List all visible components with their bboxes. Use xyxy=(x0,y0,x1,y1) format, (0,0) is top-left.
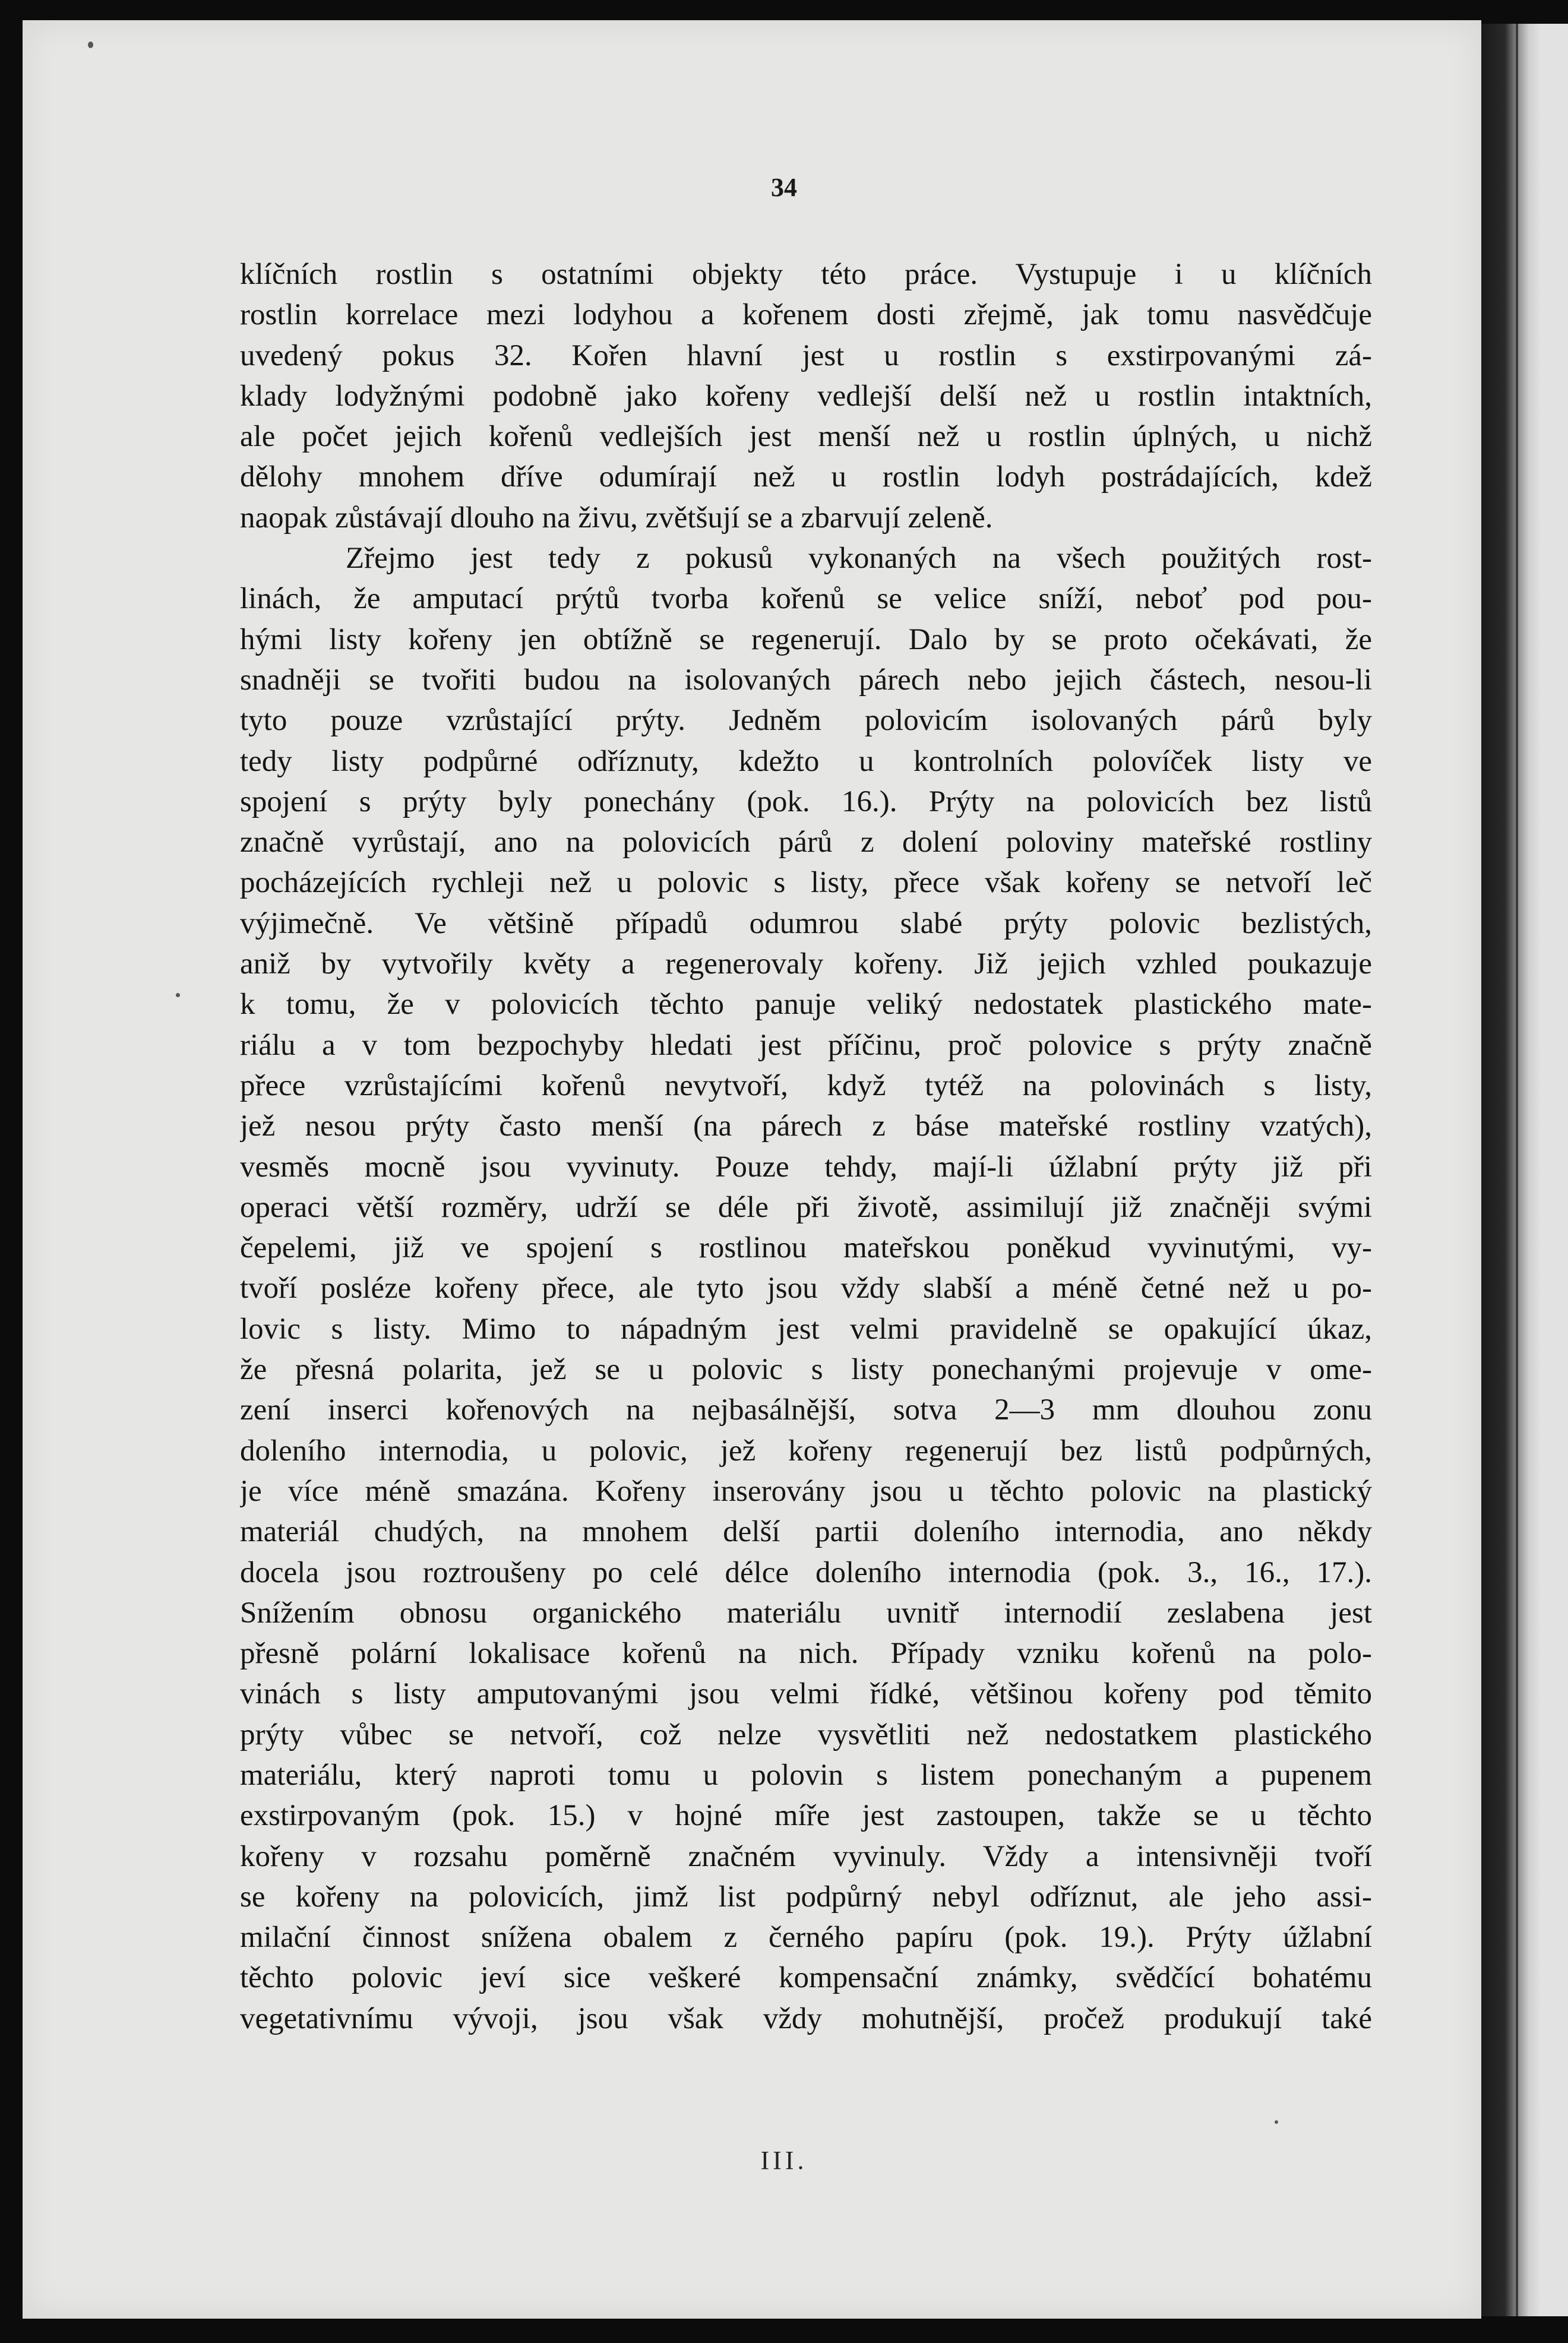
text-line: pocházejících rychleji než u polovic s listy, přece však kořeny se netvoří leč xyxy=(240,866,1372,900)
text-line: značně vyrůstají, ano na polovicích párů z dolení poloviny mateřské rostliny xyxy=(240,826,1372,859)
text-line: linách, že amputací prýtů tvorba kořenů se velice sníží, neboť pod pou- xyxy=(240,582,1372,616)
text-line: spojení s prýty byly ponechány (pok. 16.). Prýty na polovicích bez listů xyxy=(240,785,1372,818)
body-text xyxy=(240,254,1372,2039)
text-line: kořeny v rozsahu poměrně značném vyvinuly. Vždy a intensivněji tvoří xyxy=(240,1839,1372,1873)
text-line: uvedený pokus 32. Kořen hlavní jest u rostlin s exstirpovanými zá- xyxy=(240,339,1372,372)
text-line: operaci větší rozměry, udrží se déle při životě, assimilují již značněji svými xyxy=(240,1190,1372,1224)
dust-speck xyxy=(1275,2120,1278,2124)
text-line: exstirpovaným (pok. 15.) v hojné míře jest zastoupen, takže se u těchto xyxy=(240,1799,1372,1833)
text-line: přece vzrůstajícími kořenů nevytvoří, když tytéž na polovinách s listy, xyxy=(240,1068,1372,1102)
text-line: snadněji se tvořiti budou na isolovaných párech nebo jejich částech, nesou-li xyxy=(240,663,1372,697)
dust-speck xyxy=(88,42,93,48)
binding-stripe xyxy=(1516,24,1518,2316)
text-line: tvoří posléze kořeny přece, ale tyto jsou vždy slabší a méně četné než u po- xyxy=(240,1272,1372,1305)
text-line: Snížením obnosu organického materiálu uvnitř internodií zeslabena jest xyxy=(240,1596,1372,1630)
text-line: k tomu, že v polovicích těchto panuje veliký nedostatek plastického mate- xyxy=(240,988,1372,1022)
text-line: docela jsou roztroušeny po celé délce doleního internodia (pok. 3., 16., 17.). xyxy=(240,1555,1372,1589)
text-line: rostlin korrelace mezi lodyhou a kořenem dosti zřejmě, jak tomu nasvědčuje xyxy=(240,298,1372,332)
book-binding-edge xyxy=(1481,24,1568,2316)
text-line: jež nesou prýty často menší (na párech z báse mateřské rostliny vzatých), xyxy=(240,1109,1372,1143)
text-line: že přesná polarita, jež se u polovic s listy ponechanými projevuje v ome- xyxy=(240,1353,1372,1387)
text-line: klíčních rostlin s ostatními objekty této práce. Vystupuje i u klíčních xyxy=(240,258,1372,291)
printer-signature: III. xyxy=(760,2146,808,2175)
text-line: aniž by vytvořily květy a regenerovaly kořeny. Již jejich vzhled poukazuje xyxy=(240,947,1372,981)
text-line: se kořeny na polovicích, jimž list podpůrný nebyl odříznut, ale jeho assi- xyxy=(240,1880,1372,1914)
text-line: ale počet jejich kořenů vedlejších jest menší než u rostlin úplných, u nichž xyxy=(240,420,1372,454)
text-line: riálu a v tom bezpochyby hledati jest příčinu, proč polovice s prýty značně xyxy=(240,1028,1372,1062)
text-line: čepelemi, již ve spojení s rostlinou mateřskou poněkud vyvinutými, vy- xyxy=(240,1231,1372,1265)
text-line: tedy listy podpůrné odříznuty, kdežto u kontrolních polovíček listy ve xyxy=(240,744,1372,778)
text-line: těchto polovic jeví sice veškeré kompensační známky, svědčící bohatému xyxy=(240,1961,1372,1995)
text-line: zení inserci kořenových na nejbasálnější, sotva 2—3 mm dlouhou zonu xyxy=(240,1393,1372,1427)
text-line: Zřejmo jest tedy z pokusů vykonaných na všech použitých rost- xyxy=(346,542,1372,576)
text-line: dělohy mnohem dříve odumírají než u rostlin lodyh postrádajících, kdež xyxy=(240,460,1372,494)
text-line: doleního internodia, u polovic, jež kořeny regenerují bez listů podpůrných, xyxy=(240,1434,1372,1468)
text-line: vesměs mocně jsou vyvinuty. Pouze tehdy, mají-li úžlabní prýty již při xyxy=(240,1150,1372,1184)
text-line: materiálu, který naproti tomu u polovin s listem ponechaným a pupenem xyxy=(240,1758,1372,1792)
text-line: klady lodyžnými podobně jako kořeny vedlejší delší než u rostlin intaktních, xyxy=(240,379,1372,413)
dust-speck xyxy=(176,993,180,997)
text-line: vegetativnímu vývoji, jsou však vždy mohutnější, pročež produkují také xyxy=(240,2001,1372,2035)
text-line: materiál chudých, na mnohem delší partii doleního internodia, ano někdy xyxy=(240,1515,1372,1549)
text-line: přesně polární lokalisace kořenů na nich. Případy vzniku kořenů na polo- xyxy=(240,1637,1372,1671)
text-line: milační činnost snížena obalem z černého papíru (pok. 19.). Prýty úžlabní xyxy=(240,1921,1372,1955)
text-line: je více méně smazána. Kořeny inserovány jsou u těchto polovic na plastický xyxy=(240,1474,1372,1508)
text-line: vinách s listy amputovanými jsou velmi řídké, většinou kořeny pod těmito xyxy=(240,1677,1372,1711)
text-line: prýty vůbec se netvoří, což nelze vysvětliti než nedostatkem plastického xyxy=(240,1718,1372,1751)
text-line: lovic s listy. Mimo to nápadným jest velmi pravidelně se opakující úkaz, xyxy=(240,1312,1372,1346)
page-number: 34 xyxy=(771,173,797,202)
text-line: naopak zůstávají dlouho na živu, zvětšují se a zbarvují zeleně. xyxy=(240,501,993,535)
text-line: tyto pouze vzrůstající prýty. Jedněm polovicím isolovaných párů byly xyxy=(240,704,1372,738)
text-line: hými listy kořeny jen obtížně se regenerují. Dalo by se proto očekávati, že xyxy=(240,622,1372,656)
text-line: výjimečně. Ve většině případů odumrou slabé prýty polovic bezlistých, xyxy=(240,906,1372,940)
